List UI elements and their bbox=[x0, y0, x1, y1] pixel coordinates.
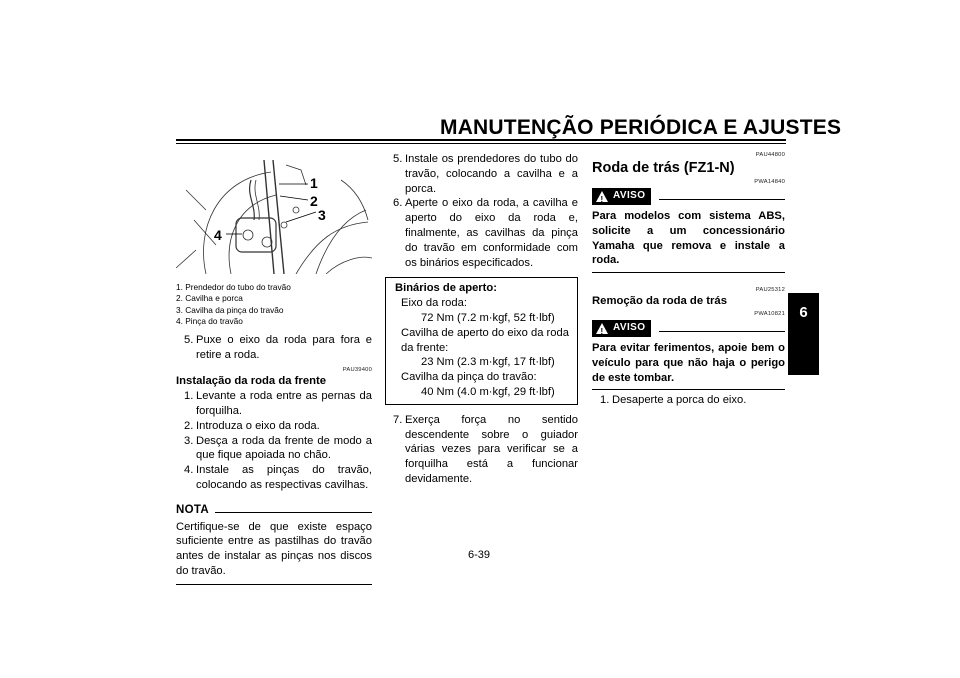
torque-value: 72 Nm (7.2 m·kgf, 52 ft·lbf) bbox=[421, 311, 555, 324]
step-text: Instale as pinças do travão, colocando as respectivas cavilhas. bbox=[196, 464, 372, 491]
nota-text: Certifique-se de que existe espaço suficiente entre as pastilhas do travão antes de instalar as pinças nos discos do travão. bbox=[176, 520, 372, 577]
step-number: 2. bbox=[184, 419, 194, 432]
warning-end-rule bbox=[592, 389, 785, 390]
step-number: 1. bbox=[184, 390, 194, 403]
step-item bbox=[176, 389, 372, 419]
section-heading: Instalação da roda da frente bbox=[176, 375, 327, 388]
page-title: MANUTENÇÃO PERIÓDICA E AJUSTES bbox=[440, 116, 842, 139]
step-text: Desaperte a porca do eixo. bbox=[612, 394, 747, 407]
reference-code: PAU44800 bbox=[755, 152, 785, 158]
callout-4: 4 bbox=[214, 227, 222, 243]
nota-rule bbox=[215, 512, 372, 513]
callout-2: 2 bbox=[310, 193, 318, 209]
step-number: 7. bbox=[393, 413, 403, 426]
step-text: Aperte o eixo da roda, a cavilha e aperto do eixo da roda e, finalmente, as cavilhas da pinça do travão em conformidade com os binários especificados. bbox=[405, 197, 578, 269]
warning-label: AVISO bbox=[613, 322, 646, 334]
torque-value: 23 Nm (2.3 m·kgf, 17 ft·lbf) bbox=[421, 356, 555, 369]
warning-badge bbox=[592, 320, 651, 337]
step-text: Levante a roda entre as pernas da forquilha. bbox=[196, 390, 372, 417]
figure-caption bbox=[176, 282, 372, 328]
callout-1: 1 bbox=[310, 175, 318, 191]
reference-code: PAU39400 bbox=[342, 367, 372, 374]
step-text: Introduza o eixo da roda. bbox=[196, 419, 320, 432]
warning-triangle-icon: ! bbox=[596, 323, 608, 334]
step-number: 6. bbox=[393, 197, 403, 210]
page-number: 6-39 bbox=[468, 549, 491, 561]
step-text: Instale os prendedores do tubo do travão, colocando a cavilha e a porca. bbox=[405, 153, 578, 195]
step-item bbox=[176, 333, 372, 363]
warning-text: Para evitar ferimentos, apoie bem o veículo para que não haja o perigo de este tombar. bbox=[592, 341, 785, 384]
step-item bbox=[176, 463, 372, 493]
reference-code: PWA10821 bbox=[754, 310, 785, 317]
warning-header bbox=[592, 320, 785, 337]
title-rule-thick bbox=[176, 139, 786, 141]
warning-header bbox=[592, 188, 785, 205]
caption-item: 4. Pinça do travão bbox=[176, 316, 243, 327]
caption-item: 3. Cavilha da pinça do travão bbox=[176, 304, 284, 315]
column-middle bbox=[385, 152, 578, 487]
step-text: Desça a roda da frente de modo a que fique apoiada no chão. bbox=[196, 434, 372, 462]
step-text: Exerça força no sentido descendente sobre o guiador várias vezes para verificar se a forquilha está a funcionar devidamente. bbox=[405, 413, 578, 485]
warning-rule bbox=[659, 199, 785, 200]
warning-triangle-icon: ! bbox=[596, 191, 608, 202]
section-title: Roda de trás (FZ1-N) bbox=[592, 160, 735, 176]
step-number: 1. bbox=[600, 394, 610, 407]
step-item bbox=[385, 196, 578, 270]
step-number: 4. bbox=[184, 464, 194, 477]
chapter-tab-label: 6 bbox=[799, 304, 808, 321]
warning-badge bbox=[592, 188, 651, 205]
torque-value: 40 Nm (4.0 m·kgf, 29 ft·lbf) bbox=[421, 385, 555, 398]
step-item bbox=[385, 413, 578, 487]
reference-code: PAU25312 bbox=[755, 287, 785, 294]
warning-label: AVISO bbox=[613, 190, 646, 202]
step-number: 5. bbox=[184, 333, 194, 346]
warning-end-rule bbox=[592, 272, 785, 273]
warning-rule bbox=[659, 331, 785, 332]
front-wheel-illustration bbox=[176, 150, 372, 274]
reference-code: PWA14840 bbox=[754, 179, 785, 185]
step-item bbox=[592, 393, 785, 408]
step-item bbox=[176, 419, 372, 434]
torque-label: Eixo da roda: bbox=[401, 297, 467, 310]
torque-title: Binários de aperto: bbox=[395, 282, 497, 295]
step-number: 5. bbox=[393, 153, 403, 165]
step-item bbox=[385, 152, 578, 196]
nota-end-rule bbox=[176, 584, 372, 585]
warning-text: Para modelos com sistema ABS, solicite a um concessionário Yamaha que remova e instale a roda. bbox=[592, 210, 785, 267]
step-item bbox=[176, 434, 372, 464]
sub-heading: Remoção da roda de trás bbox=[592, 295, 727, 308]
column-left bbox=[176, 150, 372, 585]
caption-item: 2. Cavilha e porca bbox=[176, 293, 243, 304]
column-right bbox=[592, 152, 785, 408]
torque-spec-box bbox=[385, 277, 578, 404]
torque-label: Cavilha de aperto do eixo da roda da frente: bbox=[401, 326, 569, 354]
step-number: 3. bbox=[184, 434, 194, 447]
title-rule-thin bbox=[176, 143, 786, 144]
callout-3: 3 bbox=[318, 207, 326, 223]
nota-header bbox=[176, 503, 372, 518]
step-text: Puxe o eixo da roda para fora e retire a roda. bbox=[196, 333, 372, 361]
chapter-tab[interactable] bbox=[788, 293, 819, 375]
nota-label: NOTA bbox=[176, 503, 209, 516]
torque-label: Cavilha da pinça do travão: bbox=[401, 371, 537, 384]
caption-item: 1. Prendedor do tubo do travão bbox=[176, 281, 291, 292]
